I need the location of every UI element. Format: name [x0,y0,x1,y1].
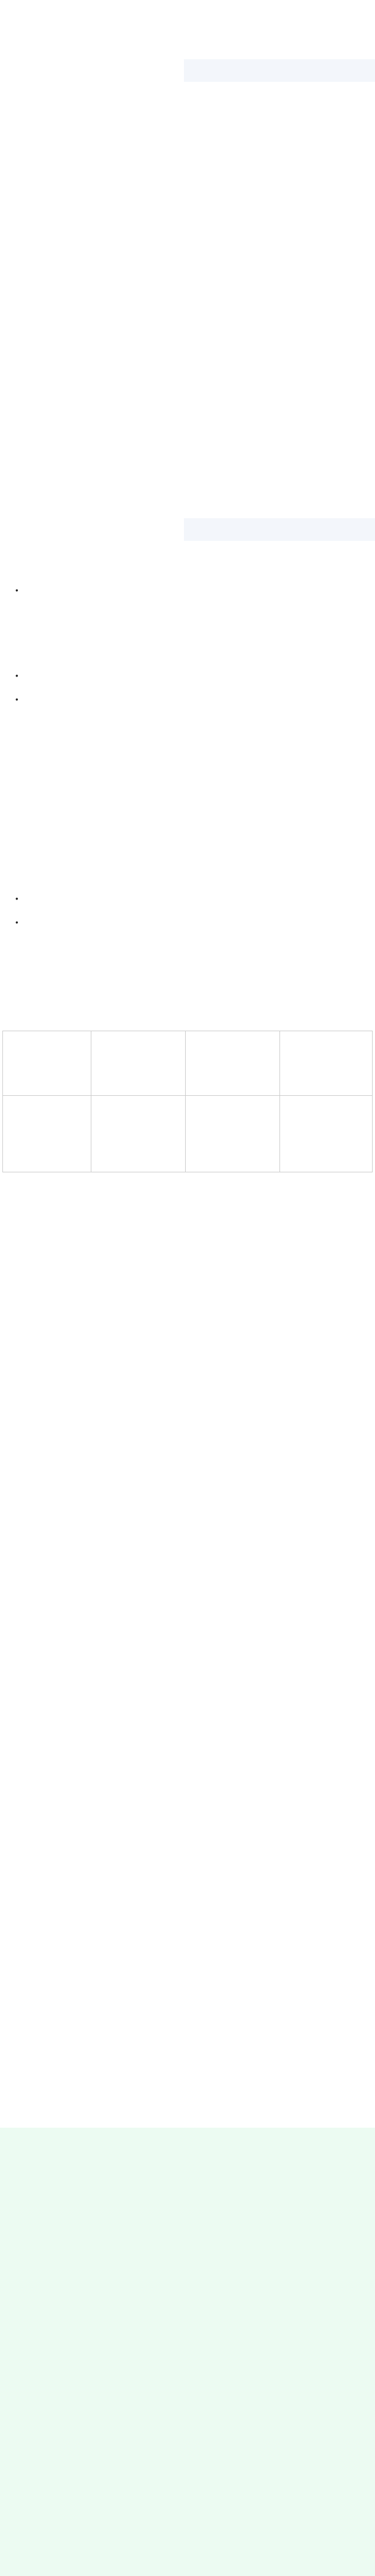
neg-example-2 [2,917,375,929]
table-cell [3,1096,91,1172]
substitution-table [2,1031,373,1172]
table-cell [280,1031,373,1096]
exercise-nav-2 [184,518,375,541]
neg-example-1 [2,893,375,905]
table-row [3,1096,373,1172]
form-2 [2,694,375,706]
english-dialogs-panel [0,2128,375,2576]
table-cell [186,1096,280,1172]
form-1 [2,670,375,682]
table-cell [186,1031,280,1096]
table-row [3,1031,373,1096]
exercise-nav [184,59,375,82]
table-cell [3,1031,91,1096]
example-1 [2,585,375,597]
table-cell [280,1096,373,1172]
table-cell [91,1031,186,1096]
table-cell [91,1096,186,1172]
